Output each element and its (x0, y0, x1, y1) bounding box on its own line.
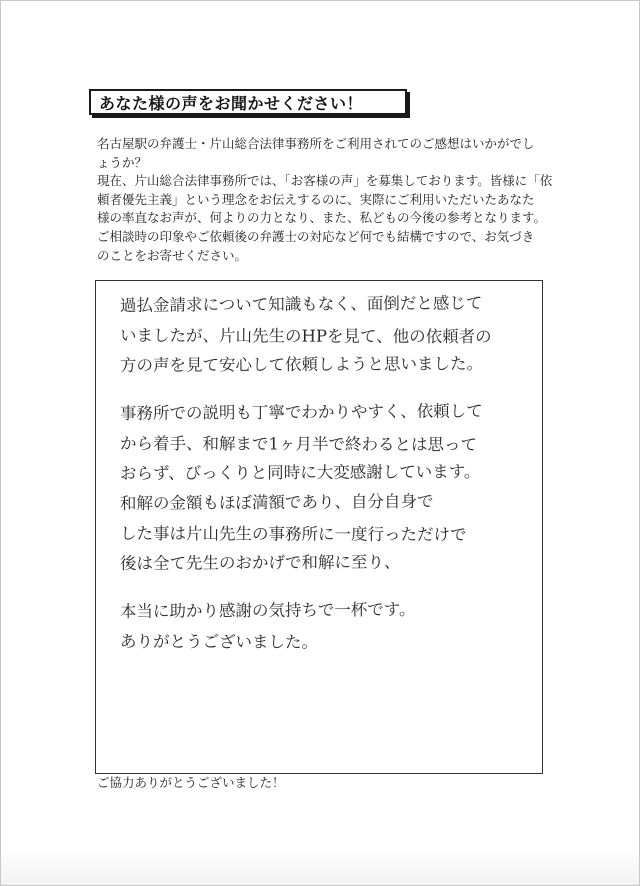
handwritten-answer-box (95, 280, 543, 774)
handwritten-line: 後は全て先生のおかげで和解に至り、 (119, 552, 401, 573)
handwritten-line: おらず、びっくりと同時に大変感謝しています。 (119, 462, 481, 483)
intro-line: ご相談時の印象やご依頼後の弁護士の対応など何でも結構ですので、お気づき (97, 228, 535, 244)
intro-line: のことをお寄せください。 (97, 247, 248, 263)
handwritten-line: から着手、和解まで1ヶ月半で終わるとは思って (119, 434, 478, 455)
handwritten-line: 過払金請求について知識もなく、面倒だと感じて (119, 293, 483, 315)
intro-line: 様の率直なお声が、何よりの力となり、また、私どもの今後の参考となります。 (97, 210, 547, 226)
handwritten-line: ありがとうございました。 (119, 632, 319, 652)
handwritten-line: した事は片山先生の事務所に一度行っただけで (119, 524, 467, 545)
intro-line: 現在、片山総合法律事務所では、「お客様の声」を募集しております。皆様に「依 (97, 173, 553, 189)
intro-line: 頼者優先主義」という理念をお伝えするのに、実際にご利用いただいたあなた (97, 191, 535, 207)
page-title: あなた様の声をお聞かせください！ (89, 89, 407, 115)
handwritten-line: 事務所での説明も丁寧でわかりやすく、依頼して (119, 401, 483, 423)
handwritten-line: 方の声を見て安心して依頼しようと思いました。 (119, 354, 484, 375)
handwritten-line: いましたが、片山先生のHPを見て、他の依頼者の (119, 326, 492, 347)
handwritten-line: 和解の金額もほぼ満額であり、自分自身で (119, 491, 434, 513)
handwritten-comment (120, 291, 530, 657)
thank-you-footer: ご協力ありがとうございました！ (97, 775, 285, 790)
intro-line: ょうか？ (97, 154, 148, 170)
handwritten-line: 本当に助かり感謝の気持ちで一杯です。 (119, 599, 416, 621)
intro-text (97, 135, 567, 265)
intro-line: 名古屋駅の弁護士・片山総合法律事務所をご利用されてのご感想はいかがでし (97, 136, 535, 151)
